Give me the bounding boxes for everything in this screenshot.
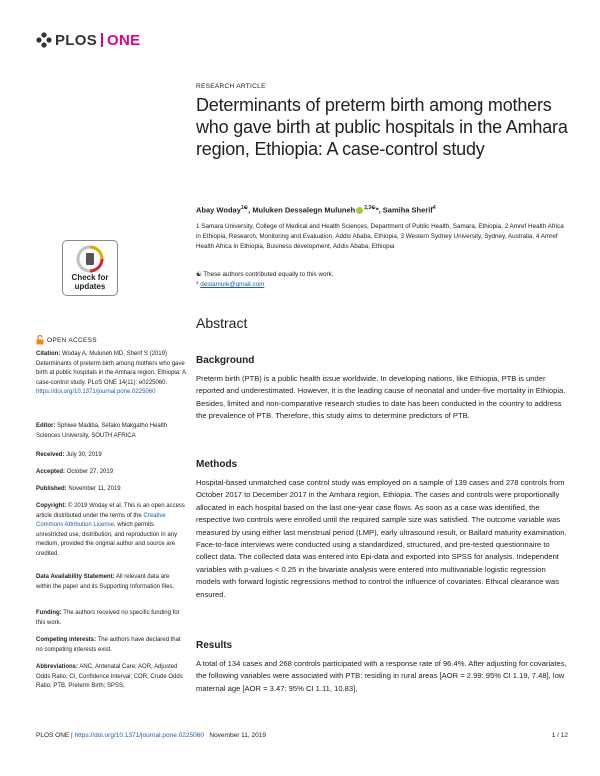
author-name: Abay Woday <box>196 205 241 215</box>
article-title: Determinants of preterm birth among mothers who gave birth at public hospitals in the Amhara region, Ethiopia: A case-control study <box>196 95 568 159</box>
article-type: RESEARCH ARTICLE <box>196 83 266 90</box>
equal-contribution-note: ☯ These authors contributed equally to this work. <box>196 271 334 278</box>
copyright-block <box>36 502 186 560</box>
background-paragraph: Preterm birth (PTB) is a public health issue worldwide. In developing nations, like Ethiopia, PTB is under reported and underestimated. However, it is the leading cause of neonatal and under-five mortality in Ethiopia. Besides, limited and non-comparative research studies to date has been conducted in the country to address the prevalence of PTB. Therefore, this study aims to determine predictors of PTB. <box>196 374 566 421</box>
page-footer <box>36 732 568 739</box>
author-name: Samiha Sherif <box>382 205 433 215</box>
copyright-text-1: © 2019 Woday et al. This is an open access article distributed under the terms of the <box>36 503 185 519</box>
author-affil-sup: 4 <box>432 205 436 211</box>
open-lock-icon <box>36 335 44 345</box>
open-access-text: OPEN ACCESS <box>47 336 97 344</box>
editor-text: Sphiwe Madiba, Sefako Makgatho Health Sciences University, SOUTH AFRICA <box>36 423 168 439</box>
footer-separator: | <box>71 732 73 739</box>
corresponding-mark: * <box>375 205 379 215</box>
journal-logo <box>36 30 140 50</box>
data-availability-label: Data Availability Statement: <box>36 574 115 580</box>
citation-block <box>36 350 186 398</box>
author-list: Abay Woday$^{1☯}$, Muluken Dessalegn Muluneh $^{2,3☯}$*, Samiha Sherif$^4$ <box>196 205 436 215</box>
footer-journal: PLOS ONE <box>36 732 70 739</box>
check-text-line1: Check for <box>71 273 109 282</box>
copyright-text-2: , which permits unrestricted use, distribution, and reproduction in any medium, provided the original author and source are credited. <box>36 522 178 557</box>
accepted-label: Accepted: <box>36 469 66 475</box>
competing-interests-block <box>36 636 186 655</box>
copyright-label: Copyright: <box>36 503 67 509</box>
published-date: November 11, 2019 <box>68 486 121 492</box>
competing-text: The authors have declared that no competing interests exist. <box>36 637 181 653</box>
citation-label: Citation: <box>36 351 61 357</box>
abbreviations-text: ANC, Antenatal Care; AOR, Adjusted Odds Ratio; CI, Confidence Interval; COR, Crude Odds Ratio; PTB, Preterm Birth; SPSS, <box>36 664 183 690</box>
orcid-icon[interactable] <box>356 207 363 214</box>
logo-plos: PLOS <box>55 31 98 49</box>
affiliation: 3 Western Sydney University, Sydney, Australia, <box>400 233 535 240</box>
affiliation: 2 Amref Health Africa in Ethiopia, Research, Monitoring and Evaluation, Addis Ababa, Ethiopia, <box>196 223 564 240</box>
methods-heading: Methods <box>196 459 238 470</box>
affiliations <box>196 222 568 252</box>
results-paragraph: A total of 134 cases and 268 controls participated with a response rate of 96.4%. After adjusting for covariates, the following variables were associated with PTB: residing in rural areas [AOR = 2.99: 95% CI 1.19, 7.48], low maternal age [AOR = 3.47: 95% CI 1.11, 10.83], <box>196 659 567 693</box>
received-date: July 30, 2019 <box>66 452 102 458</box>
citation-text: Woday A, Muluneh MD, Sherif S (2019) Determinants of preterm birth among mothers who gave birth at public hospitals in the Amhara region, Ethiopia: A case-control study. PLoS ONE 14(11): e0225060. <box>36 351 186 386</box>
email-prefix: * <box>196 281 199 288</box>
data-availability-block <box>36 573 186 592</box>
logo-one: ONE <box>107 31 141 49</box>
affiliation: 1 Samara University, College of Medical and Health Sciences, Department of Public Health, Samara, Ethiopia, <box>196 223 503 230</box>
accepted-block <box>36 468 186 478</box>
open-access-label <box>36 335 97 345</box>
funding-label: Funding: <box>36 610 62 616</box>
author-name: Muluken Dessalegn Muluneh <box>252 205 356 215</box>
footer-date: November 11, 2019 <box>209 732 266 739</box>
editor-label: Editor: <box>36 423 56 429</box>
abbreviations-block <box>36 663 186 692</box>
license-link[interactable]: Creative Commons Attribution License <box>36 512 166 529</box>
check-for-updates-badge[interactable] <box>62 240 118 296</box>
author-affil-sup: 2,3☯ <box>364 205 376 211</box>
footer-doi-link[interactable]: https://doi.org/10.1371/journal.pone.0225060 <box>74 732 204 739</box>
plos-flower-icon <box>36 32 52 48</box>
funding-text: The authors received no specific funding for this work. <box>36 610 180 626</box>
corresponding-email-link[interactable]: destamule@gmail.com <box>200 281 265 288</box>
corresponding-email-line <box>196 280 568 290</box>
background-heading: Background <box>196 355 255 366</box>
received-label: Received: <box>36 452 65 458</box>
published-label: Published: <box>36 486 67 492</box>
competing-label: Competing interests: <box>36 637 97 643</box>
abbreviations-label: Abbreviations: <box>36 664 79 670</box>
author-notes <box>196 270 568 290</box>
check-text-line2: updates <box>74 282 106 291</box>
citation-doi-link[interactable]: https://doi.org/10.1371/journal.pone.0225060 <box>36 389 156 396</box>
received-block <box>36 451 186 461</box>
editor-block <box>36 422 186 441</box>
abstract-heading: Abstract <box>196 315 248 331</box>
page-number: 1 / 12 <box>551 732 568 739</box>
funding-block <box>36 609 186 628</box>
data-availability-text: All relevant data are within the paper and its Supporting Information files. <box>36 574 175 590</box>
affiliation: 4 Amref Health Africa in Ethiopia, Business development, Addis Ababa, Ethiopia <box>196 233 558 250</box>
methods-paragraph: Hospital-based unmatched case control study was employed on a sample of 139 cases and 278 controls from October 2017 to December 2017 in the Amhara region, Ethiopia. The cases and controls were proportionally allocated in each hospital based on the last one-year case flows. As soon as a case was identified, the respective two controls were enrolled until the required sample size was satisfied. The outcome variable was measured by using either last menstrual period (LMP), early ultrasound result, or Ballard maturity examination. Face-to-face interviews were conducted using a standardized, structured, and pre-tested questionnaire to collect data. The collected data was entered into Epi-data and exported into SPSS for analysis. Independent variables with p-values < 0.25 in the bivariate analysis were entered into multivariable logistic regression models with forward logistic regressions method to control the influence of covariates. Ethical clearance was ensured. <box>196 478 567 599</box>
accepted-date: October 27, 2019 <box>66 469 114 475</box>
results-heading: Results <box>196 640 233 651</box>
published-block <box>36 485 186 495</box>
check-updates-icon <box>76 245 104 273</box>
logo-divider <box>101 33 103 47</box>
author-affil-sup: 1☯ <box>240 205 249 211</box>
